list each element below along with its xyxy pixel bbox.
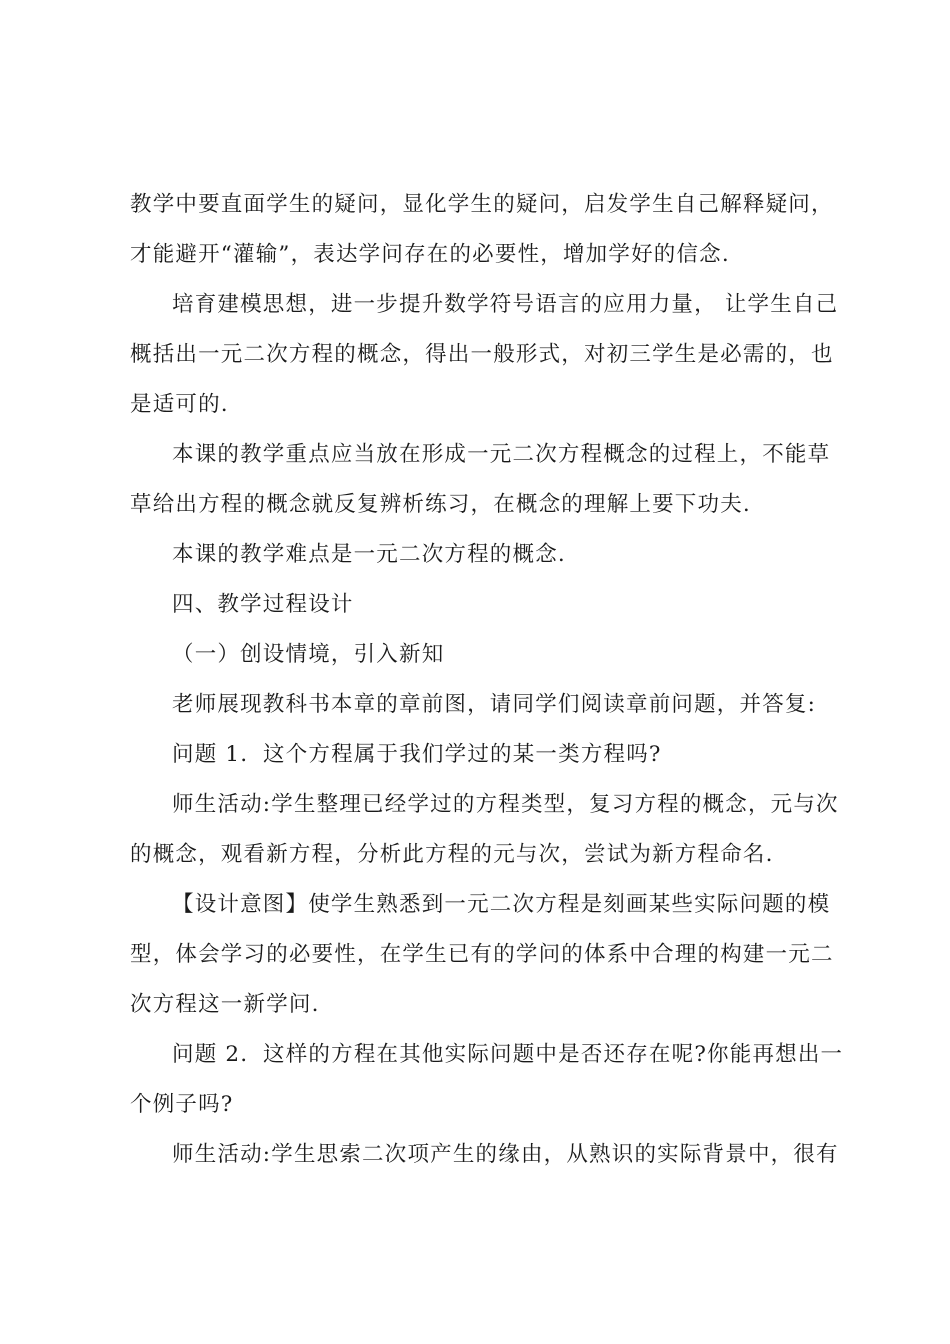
section-heading: 四、教学过程设计 bbox=[172, 592, 354, 617]
paragraph-line: 次方程这一新学问. bbox=[130, 992, 320, 1017]
paragraph-line: 概括出一元二次方程的概念，得出一般形式，对初三学生是必需的，也 bbox=[130, 342, 834, 367]
paragraph-line: 师生活动:学生整理已经学过的方程类型，复习方程的概念，元与次 bbox=[172, 792, 839, 817]
paragraph-line: 的概念，观看新方程，分析此方程的元与次，尝试为新方程命名. bbox=[130, 842, 774, 867]
paragraph-line: 老师展现教科书本章的章前图，请同学们阅读章前问题，并答复: bbox=[172, 692, 817, 717]
paragraph-line: 培育建模思想，进一步提升数学符号语言的应用力量， 让学生自己 bbox=[172, 292, 839, 317]
paragraph-line: 师生活动:学生思索二次项产生的缘由，从熟识的实际背景中，很有 bbox=[172, 1142, 839, 1167]
question-line: 问题 1．这个方程属于我们学过的某一类方程吗? bbox=[172, 742, 662, 767]
question-line: 问题 2．这样的方程在其他实际问题中是否还存在呢?你能再想出一 bbox=[172, 1042, 844, 1067]
paragraph-line: 草给出方程的概念就反复辨析练习，在概念的理解上要下功夫. bbox=[130, 492, 751, 517]
paragraph-line: 是适可的. bbox=[130, 392, 229, 417]
paragraph-line: 教学中要直面学生的疑问，显化学生的疑问，启发学生自己解释疑问， bbox=[130, 192, 834, 217]
design-intent-line: 【设计意图】使学生熟悉到一元二次方程是刻画某些实际问题的模 bbox=[172, 892, 831, 917]
paragraph-line: 本课的教学重点应当放在形成一元二次方程概念的过程上，不能草 bbox=[172, 442, 831, 467]
subsection-heading: （一）创设情境，引入新知 bbox=[172, 642, 445, 667]
paragraph-line: 个例子吗? bbox=[130, 1092, 234, 1117]
paragraph-line: 型，体会学习的必要性，在学生已有的学问的体系中合理的构建一元二 bbox=[130, 942, 834, 967]
paragraph-line: 才能避开“灌输”，表达学问存在的必要性，增加学好的信念. bbox=[130, 242, 730, 267]
paragraph-line: 本课的教学难点是一元二次方程的概念. bbox=[172, 542, 566, 567]
